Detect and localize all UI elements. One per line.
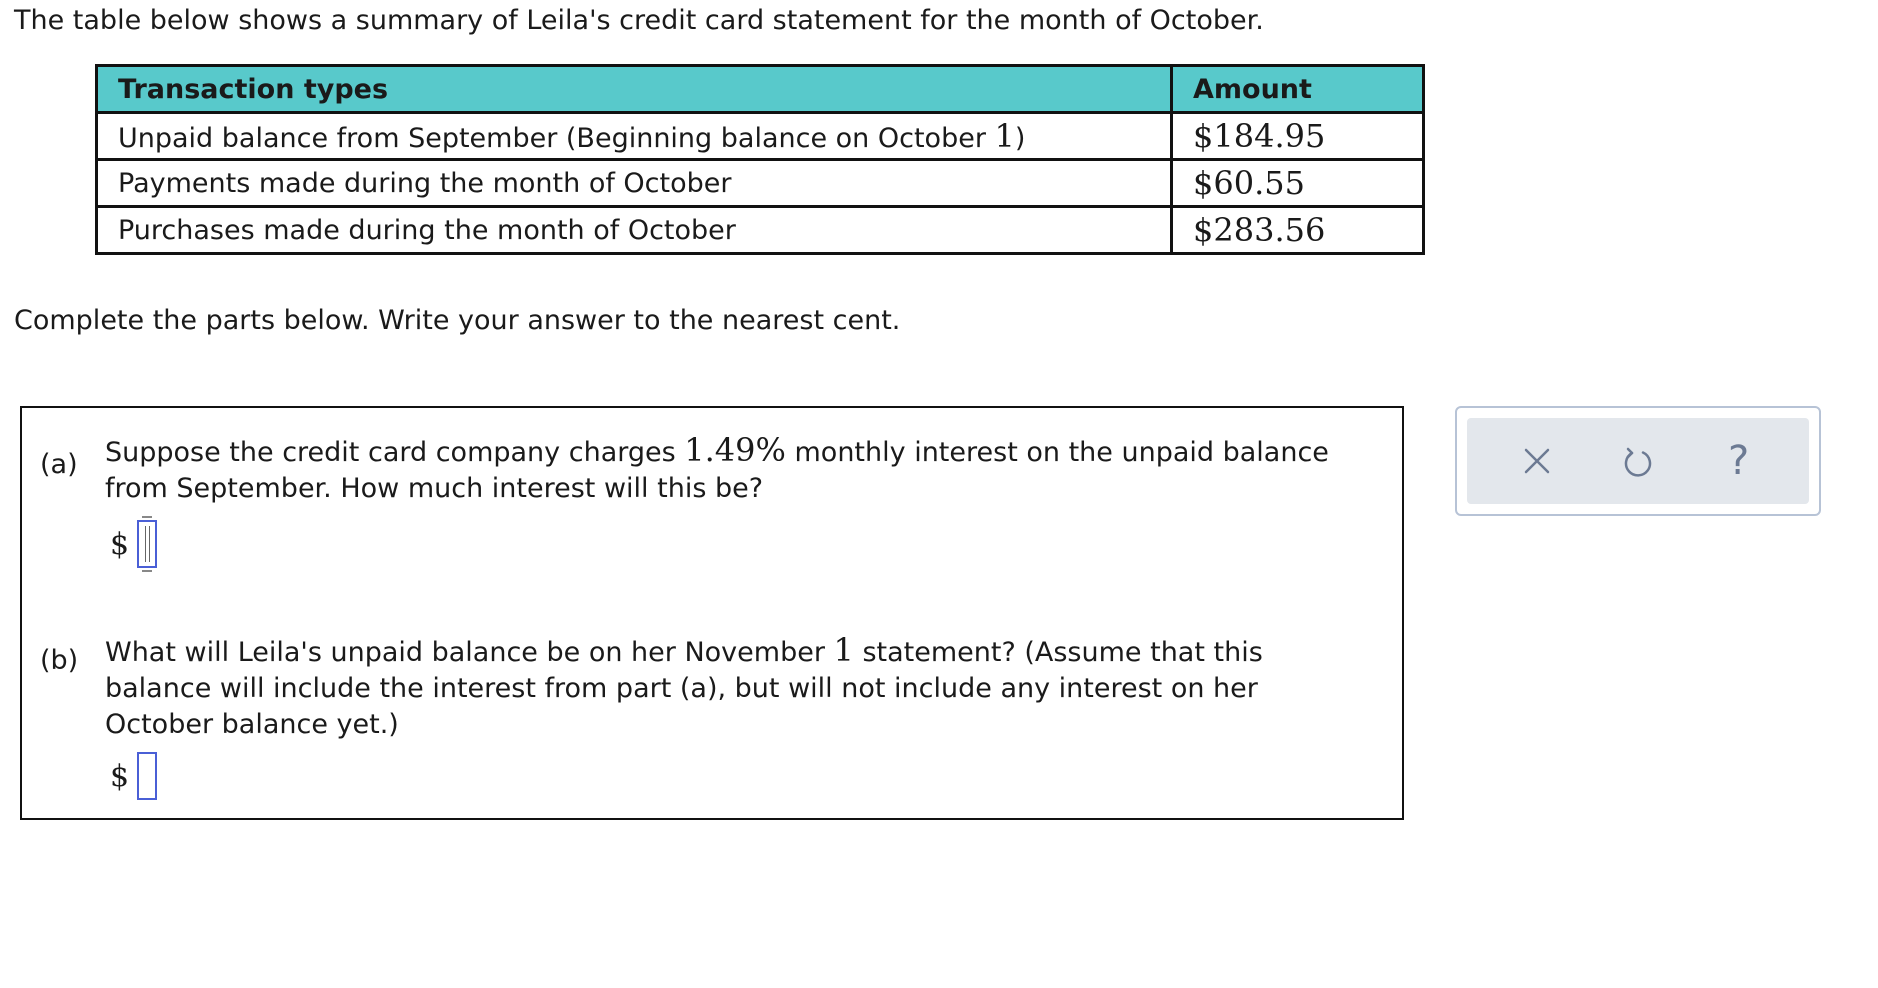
part-b-answer-input[interactable] — [137, 752, 157, 800]
amount-cell: $184.95 — [1172, 113, 1424, 160]
transaction-type-cell: Payments made during the month of October — [97, 160, 1172, 207]
part-a-text-post: monthly interest on the unpaid balance — [785, 437, 1329, 468]
tool-panel — [1455, 406, 1821, 516]
interest-rate: 1.49% — [684, 431, 786, 469]
part-b-line-3: October balance yet.) — [105, 709, 399, 740]
undo-icon — [1621, 444, 1655, 478]
part-a-label: (a) — [40, 449, 78, 480]
part-b-question — [105, 632, 1395, 743]
part-a-dollar-sign: $ — [110, 526, 130, 562]
undo-button[interactable] — [1610, 433, 1666, 489]
table-row — [97, 160, 1424, 207]
close-icon — [1522, 446, 1552, 476]
part-b-label: (b) — [40, 645, 79, 676]
part-b-text-pre: What will Leila's unpaid balance be on her November — [105, 637, 834, 668]
amount-cell: $283.56 — [1172, 207, 1424, 254]
part-b-text-post: statement? (Assume that this — [853, 637, 1263, 668]
table-row — [97, 113, 1424, 160]
part-b-answer-row — [110, 752, 157, 800]
statement-table — [95, 64, 1425, 255]
transaction-type-cell: Purchases made during the month of October — [97, 207, 1172, 254]
intro-text: The table below shows a summary of Leila's credit card statement for the month of October. — [14, 5, 1264, 36]
transaction-type-suffix: ) — [1014, 123, 1026, 154]
part-a-answer-row — [110, 520, 157, 568]
amount-cell: $60.55 — [1172, 160, 1424, 207]
part-a-text-pre: Suppose the credit card company charges — [105, 437, 685, 468]
transaction-type-cell — [97, 113, 1172, 160]
instructions-text: Complete the parts below. Write your answer to the nearest cent. — [14, 305, 901, 336]
header-transaction-types: Transaction types — [97, 66, 1172, 113]
part-a-question — [105, 432, 1395, 507]
transaction-type-number: 1 — [994, 117, 1015, 155]
part-a-answer-input[interactable] — [137, 520, 157, 568]
clear-button[interactable] — [1509, 433, 1565, 489]
header-amount: Amount — [1172, 66, 1424, 113]
tool-bar — [1467, 418, 1809, 504]
part-b-dollar-sign: $ — [110, 758, 130, 794]
table-row — [97, 207, 1424, 254]
part-b-line-2: balance will include the interest from part (a), but will not include any interest on her — [105, 673, 1258, 704]
help-icon: ? — [1728, 438, 1750, 484]
part-b-number: 1 — [833, 631, 854, 669]
help-button[interactable] — [1711, 433, 1767, 489]
part-b-line-1 — [105, 632, 1395, 671]
question-box — [20, 406, 1404, 820]
part-a-line-2: from September. How much interest will this be? — [105, 473, 764, 504]
transaction-type-text: Unpaid balance from September (Beginning balance on October — [118, 123, 995, 154]
part-a-line-1 — [105, 432, 1395, 471]
table-header-row — [97, 66, 1424, 113]
